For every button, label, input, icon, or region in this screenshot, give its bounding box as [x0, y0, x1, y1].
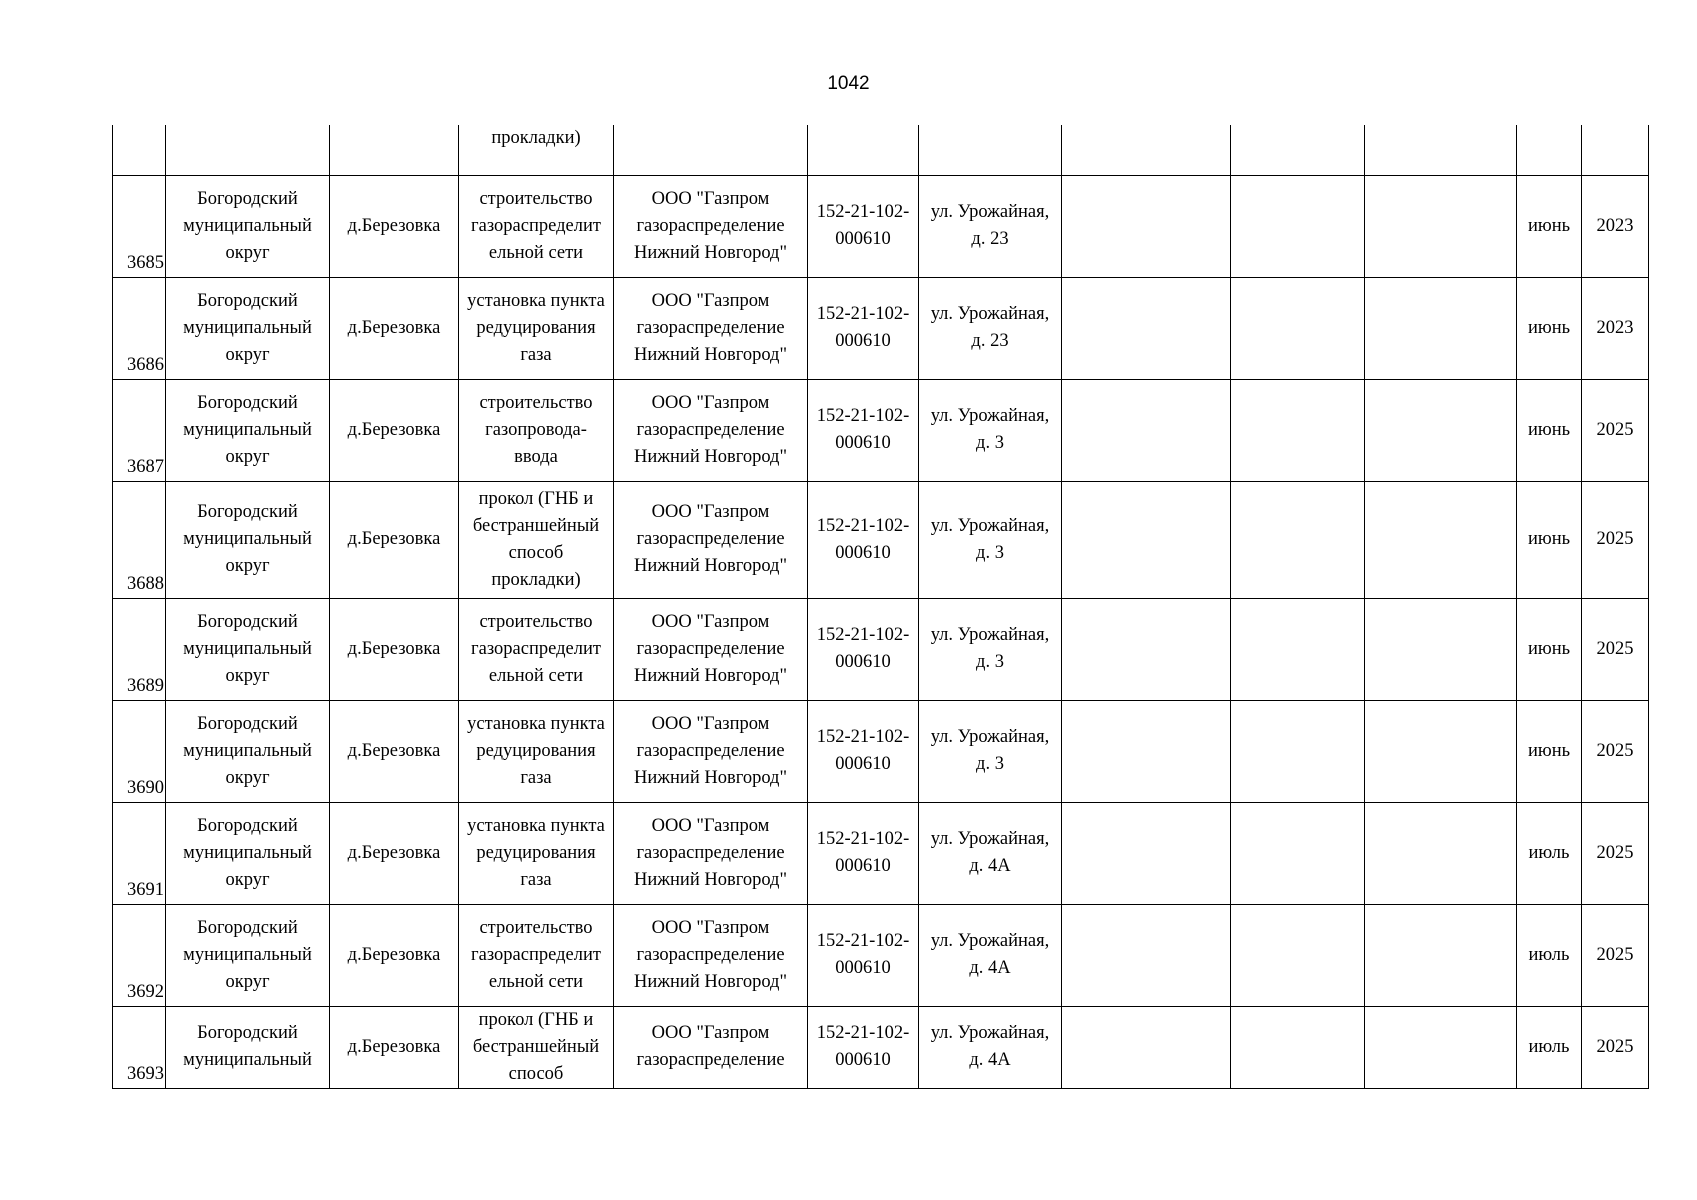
- cell-col9: [1231, 700, 1365, 802]
- cell-district: Богородский муниципальный округ: [166, 277, 330, 379]
- cell-organization: ООО "Газпром газораспределение: [614, 1006, 808, 1088]
- cell-work-type: прокол (ГНБ и бестраншейный способ прокладки): [459, 481, 614, 598]
- cell-code: [808, 125, 919, 175]
- table-row: [113, 904, 1649, 1006]
- cell-organization: ООО "Газпром газораспределение Нижний Новгород": [614, 700, 808, 802]
- table-row: [113, 802, 1649, 904]
- cell-col9: [1231, 904, 1365, 1006]
- cell-col9: [1231, 598, 1365, 700]
- cell-work-type: установка пункта редуцирования газа: [459, 802, 614, 904]
- cell-code: 152-21-102- 000610: [808, 598, 919, 700]
- cell-settlement: д.Березовка: [330, 175, 459, 277]
- cell-work-type: строительство газопровода- ввода: [459, 379, 614, 481]
- cell-col10: [1365, 125, 1517, 175]
- cell-col8: [1062, 802, 1231, 904]
- cell-district: Богородский муниципальный округ: [166, 904, 330, 1006]
- cell-code: 152-21-102- 000610: [808, 700, 919, 802]
- cell-address: [919, 125, 1062, 175]
- table-row: [113, 481, 1649, 598]
- cell-year: 2025: [1582, 904, 1649, 1006]
- cell-district: Богородский муниципальный округ: [166, 598, 330, 700]
- cell-month: июль: [1517, 802, 1582, 904]
- table-row: [113, 598, 1649, 700]
- cell-num: 3691: [113, 802, 166, 904]
- cell-code: 152-21-102- 000610: [808, 277, 919, 379]
- cell-district: [166, 125, 330, 175]
- cell-address: ул. Урожайная, д. 3: [919, 379, 1062, 481]
- cell-col10: [1365, 700, 1517, 802]
- cell-settlement: д.Березовка: [330, 481, 459, 598]
- cell-col10: [1365, 904, 1517, 1006]
- cell-address: ул. Урожайная, д. 23: [919, 277, 1062, 379]
- cell-col9: [1231, 379, 1365, 481]
- cell-num: 3693: [113, 1006, 166, 1088]
- cell-code: 152-21-102- 000610: [808, 802, 919, 904]
- cell-organization: ООО "Газпром газораспределение Нижний Новгород": [614, 802, 808, 904]
- cell-work-type: строительство газораспределит ельной сети: [459, 175, 614, 277]
- cell-col10: [1365, 598, 1517, 700]
- cell-month: июнь: [1517, 598, 1582, 700]
- cell-col10: [1365, 379, 1517, 481]
- cell-organization: ООО "Газпром газораспределение Нижний Новгород": [614, 481, 808, 598]
- cell-district: Богородский муниципальный округ: [166, 379, 330, 481]
- cell-col8: [1062, 175, 1231, 277]
- cell-settlement: д.Березовка: [330, 379, 459, 481]
- cell-year: 2025: [1582, 802, 1649, 904]
- cell-col10: [1365, 1006, 1517, 1088]
- cell-address: ул. Урожайная, д. 4А: [919, 904, 1062, 1006]
- cell-month: [1517, 125, 1582, 175]
- cell-col8: [1062, 277, 1231, 379]
- cell-col8: [1062, 481, 1231, 598]
- cell-settlement: д.Березовка: [330, 1006, 459, 1088]
- table-row: [113, 700, 1649, 802]
- cell-district: Богородский муниципальный округ: [166, 802, 330, 904]
- cell-col10: [1365, 481, 1517, 598]
- cell-organization: ООО "Газпром газораспределение Нижний Новгород": [614, 175, 808, 277]
- cell-settlement: д.Березовка: [330, 700, 459, 802]
- cell-month: июнь: [1517, 379, 1582, 481]
- cell-num: 3689: [113, 598, 166, 700]
- cell-year: 2025: [1582, 1006, 1649, 1088]
- cell-address: ул. Урожайная, д. 4А: [919, 1006, 1062, 1088]
- cell-month: июль: [1517, 904, 1582, 1006]
- cell-address: ул. Урожайная, д. 3: [919, 700, 1062, 802]
- cell-month: июнь: [1517, 700, 1582, 802]
- cell-year: 2025: [1582, 379, 1649, 481]
- cell-district: Богородский муниципальный: [166, 1006, 330, 1088]
- cell-month: июнь: [1517, 175, 1582, 277]
- cell-num: 3687: [113, 379, 166, 481]
- cell-settlement: д.Березовка: [330, 802, 459, 904]
- cell-code: 152-21-102- 000610: [808, 175, 919, 277]
- cell-address: ул. Урожайная, д. 23: [919, 175, 1062, 277]
- table-row: [113, 379, 1649, 481]
- cell-col8: [1062, 700, 1231, 802]
- table-row: [113, 175, 1649, 277]
- cell-year: 2025: [1582, 481, 1649, 598]
- cell-organization: ООО "Газпром газораспределение Нижний Новгород": [614, 277, 808, 379]
- cell-work-type: установка пункта редуцирования газа: [459, 277, 614, 379]
- cell-col8: [1062, 1006, 1231, 1088]
- cell-settlement: [330, 125, 459, 175]
- cell-col10: [1365, 277, 1517, 379]
- cell-col9: [1231, 481, 1365, 598]
- cell-year: [1582, 125, 1649, 175]
- cell-district: Богородский муниципальный округ: [166, 481, 330, 598]
- cell-district: Богородский муниципальный округ: [166, 175, 330, 277]
- cell-num: [113, 125, 166, 175]
- cell-address: ул. Урожайная, д. 3: [919, 598, 1062, 700]
- cell-num: 3690: [113, 700, 166, 802]
- cell-work-type: прокладки): [459, 125, 614, 175]
- cell-col8: [1062, 598, 1231, 700]
- cell-code: 152-21-102- 000610: [808, 379, 919, 481]
- cell-month: июль: [1517, 1006, 1582, 1088]
- cell-month: июнь: [1517, 277, 1582, 379]
- page-number: 1042: [827, 73, 870, 94]
- cell-col8: [1062, 379, 1231, 481]
- cell-organization: ООО "Газпром газораспределение Нижний Новгород": [614, 598, 808, 700]
- cell-address: ул. Урожайная, д. 3: [919, 481, 1062, 598]
- cell-work-type: строительство газораспределит ельной сети: [459, 904, 614, 1006]
- cell-organization: ООО "Газпром газораспределение Нижний Новгород": [614, 379, 808, 481]
- cell-col9: [1231, 277, 1365, 379]
- cell-num: 3692: [113, 904, 166, 1006]
- cell-year: 2025: [1582, 598, 1649, 700]
- cell-address: ул. Урожайная, д. 4А: [919, 802, 1062, 904]
- cell-num: 3685: [113, 175, 166, 277]
- cell-col10: [1365, 175, 1517, 277]
- cell-work-type: прокол (ГНБ и бестраншейный способ: [459, 1006, 614, 1088]
- cell-col9: [1231, 125, 1365, 175]
- table-row: [113, 1006, 1649, 1088]
- cell-year: 2023: [1582, 175, 1649, 277]
- cell-col8: [1062, 904, 1231, 1006]
- cell-settlement: д.Березовка: [330, 277, 459, 379]
- cell-settlement: д.Березовка: [330, 598, 459, 700]
- cell-district: Богородский муниципальный округ: [166, 700, 330, 802]
- continuation-row: [113, 125, 1649, 175]
- cell-work-type: установка пункта редуцирования газа: [459, 700, 614, 802]
- cell-year: 2023: [1582, 277, 1649, 379]
- cell-code: 152-21-102- 000610: [808, 1006, 919, 1088]
- cell-settlement: д.Березовка: [330, 904, 459, 1006]
- data-table: [112, 125, 1649, 1089]
- cell-code: 152-21-102- 000610: [808, 481, 919, 598]
- cell-code: 152-21-102- 000610: [808, 904, 919, 1006]
- cell-col9: [1231, 175, 1365, 277]
- table-row: [113, 277, 1649, 379]
- cell-month: июнь: [1517, 481, 1582, 598]
- cell-col8: [1062, 125, 1231, 175]
- cell-organization: ООО "Газпром газораспределение Нижний Новгород": [614, 904, 808, 1006]
- cell-num: 3688: [113, 481, 166, 598]
- cell-organization: [614, 125, 808, 175]
- cell-col9: [1231, 802, 1365, 904]
- cell-year: 2025: [1582, 700, 1649, 802]
- cell-work-type: строительство газораспределит ельной сети: [459, 598, 614, 700]
- cell-col9: [1231, 1006, 1365, 1088]
- cell-num: 3686: [113, 277, 166, 379]
- cell-col10: [1365, 802, 1517, 904]
